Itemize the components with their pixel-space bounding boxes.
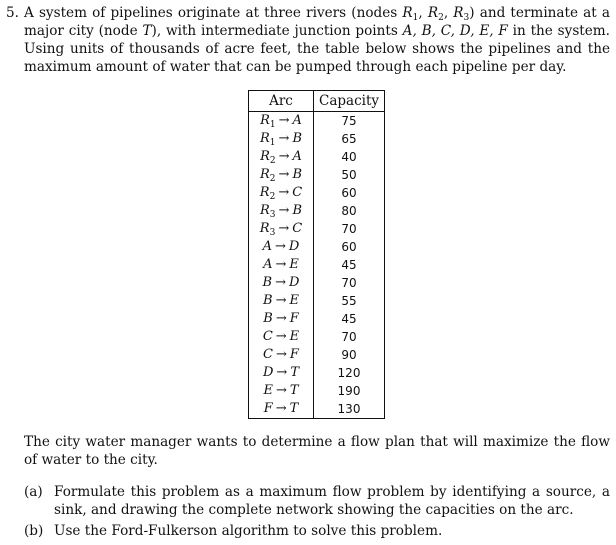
arc-from-node: C: [262, 329, 273, 344]
capacity-cell: 130: [314, 400, 385, 419]
arrow-icon: →: [275, 293, 287, 308]
table-row: [249, 292, 385, 310]
arc-cell: [249, 130, 314, 148]
capacity-cell: 45: [314, 310, 385, 328]
manager-statement: The city water manager wants to determine a flow plan that will maximize the flow of water to the city.: [24, 434, 610, 468]
capacity-cell: 90: [314, 346, 385, 364]
arc-to-node: D: [288, 239, 300, 254]
arc-cell: [249, 382, 314, 400]
arc-cell: [249, 346, 314, 364]
arc-to-node: C: [292, 185, 303, 200]
arrow-icon: →: [278, 167, 290, 182]
capacity-cell: 65: [314, 130, 385, 148]
arc-to-node: B: [292, 167, 302, 182]
arrow-icon: →: [278, 221, 290, 236]
capacity-cell: 70: [314, 328, 385, 346]
arc-to-node: B: [292, 131, 302, 146]
arrow-icon: →: [278, 131, 290, 146]
arc-cell: [249, 238, 314, 256]
table-row: [249, 400, 385, 419]
arrow-icon: →: [275, 383, 287, 398]
arc-cell: [249, 328, 314, 346]
arrow-icon: →: [278, 185, 290, 200]
arrow-icon: →: [275, 239, 286, 254]
part-a-label: (a): [24, 484, 43, 500]
capacity-cell: 120: [314, 364, 385, 382]
arc-to-node: T: [289, 401, 299, 416]
arc-to-node: E: [289, 293, 299, 308]
arc-to-node: B: [292, 203, 302, 218]
arc-cell: [249, 256, 314, 274]
arc-to-node: T: [290, 365, 299, 380]
arc-to-node: A: [292, 149, 302, 164]
capacity-cell: 50: [314, 166, 385, 184]
math-r3: $R_3$: [453, 5, 470, 23]
arc-from-node: B: [263, 293, 273, 308]
part-a: [24, 483, 610, 519]
problem-number: 5.: [6, 5, 19, 21]
table-row: [249, 256, 385, 274]
table-row: [249, 274, 385, 292]
table-row: [249, 202, 385, 220]
intro-seg: ,: [418, 5, 428, 21]
table-row: [249, 238, 385, 256]
table-row: [249, 112, 385, 131]
arrow-icon: →: [275, 311, 287, 326]
arc-to-node: E: [289, 257, 299, 272]
arc-from-node: B: [263, 311, 273, 326]
intro-seg: ,: [443, 5, 454, 21]
arc-from-node: E: [263, 383, 273, 398]
arc-from-node: $R_1$: [260, 131, 276, 148]
arrow-icon: →: [278, 113, 290, 128]
arc-cell: [249, 274, 314, 292]
arc-to-node: F: [289, 311, 299, 326]
arc-from-node: $R_2$: [260, 167, 276, 184]
table-row: [249, 310, 385, 328]
problem-intro-text: [24, 4, 610, 76]
capacity-cell: 45: [314, 256, 385, 274]
math-t: T: [142, 23, 152, 39]
arc-cell: [249, 310, 314, 328]
table-row: [249, 328, 385, 346]
table-row: [249, 166, 385, 184]
capacity-cell: 190: [314, 382, 385, 400]
capacity-column-header: Capacity: [314, 91, 385, 112]
arrow-icon: →: [276, 347, 287, 362]
pipeline-capacity-table: [248, 90, 385, 419]
part-a-text: Formulate this problem as a maximum flow problem by identifying a source, a sink, and drawing the complete network showing the capacities on the arc.: [54, 484, 610, 518]
arc-from-node: C: [263, 347, 273, 362]
arc-from-node: $R_2$: [259, 185, 276, 202]
arc-from-node: A: [263, 257, 273, 272]
capacity-cell: 60: [314, 238, 385, 256]
arc-from-node: $R_3$: [259, 221, 276, 238]
part-b-label: (b): [24, 523, 44, 539]
capacity-cell: 70: [314, 220, 385, 238]
table-row: [249, 184, 385, 202]
capacity-cell: 40: [314, 148, 385, 166]
arc-cell: [249, 400, 314, 419]
arc-from-node: F: [263, 401, 273, 416]
arc-to-node: C: [292, 221, 303, 236]
arc-cell: [249, 148, 314, 166]
arrow-icon: →: [276, 365, 288, 380]
table-header-row: [249, 91, 385, 112]
arc-from-node: A: [262, 239, 273, 254]
arc-to-node: D: [289, 275, 300, 290]
arc-from-node: D: [262, 365, 274, 380]
arrow-icon: →: [278, 149, 290, 164]
problem-intro: [6, 4, 610, 76]
arc-cell: [249, 220, 314, 238]
arc-to-node: T: [289, 383, 299, 398]
intro-seg: ) and terminate at a major city (node: [24, 5, 610, 39]
arc-to-node: E: [289, 329, 300, 344]
arc-cell: [249, 112, 314, 131]
table-row: [249, 346, 385, 364]
intro-seg: in the system. Using units of thousands of acre feet, the table below shows the pipelines and the maximum amount of water that can be pumped through each pipeline per day.: [24, 23, 611, 75]
capacity-cell: 55: [314, 292, 385, 310]
table-row: [249, 220, 385, 238]
math-junctions: A, B, C, D, E, F: [402, 23, 508, 39]
arc-to-node: A: [292, 113, 302, 128]
arc-column-header: Arc: [249, 91, 314, 112]
table-row: [249, 130, 385, 148]
capacity-cell: 75: [314, 112, 385, 131]
arc-cell: [249, 202, 314, 220]
table-row: [249, 364, 385, 382]
arc-from-node: $R_3$: [260, 203, 276, 220]
capacity-cell: 60: [314, 184, 385, 202]
arc-cell: [249, 292, 314, 310]
capacity-cell: 80: [314, 202, 385, 220]
intro-seg: A system of pipelines originate at three rivers (nodes: [24, 5, 403, 21]
capacity-cell: 70: [314, 274, 385, 292]
math-r2: $R_2$: [427, 5, 444, 23]
arrow-icon: →: [275, 257, 287, 272]
problem-statement: [6, 4, 610, 76]
arc-to-node: F: [289, 347, 299, 362]
arc-cell: [249, 364, 314, 382]
table-row: [249, 382, 385, 400]
arrow-icon: →: [275, 401, 287, 416]
intro-seg: ), with intermediate junction points: [151, 23, 403, 39]
arc-from-node: B: [262, 275, 273, 290]
arc-from-node: $R_2$: [260, 149, 276, 166]
arc-from-node: $R_1$: [260, 113, 276, 130]
arrow-icon: →: [275, 275, 287, 290]
part-b-text: Use the Ford-Fulkerson algorithm to solve this problem.: [54, 523, 443, 539]
table-body: [249, 112, 385, 419]
part-b: [24, 522, 610, 540]
arc-cell: [249, 166, 314, 184]
arrow-icon: →: [275, 329, 287, 344]
table-row: [249, 148, 385, 166]
math-r1: $R_1$: [402, 5, 419, 23]
arc-cell: [249, 184, 314, 202]
arrow-icon: →: [278, 203, 290, 218]
